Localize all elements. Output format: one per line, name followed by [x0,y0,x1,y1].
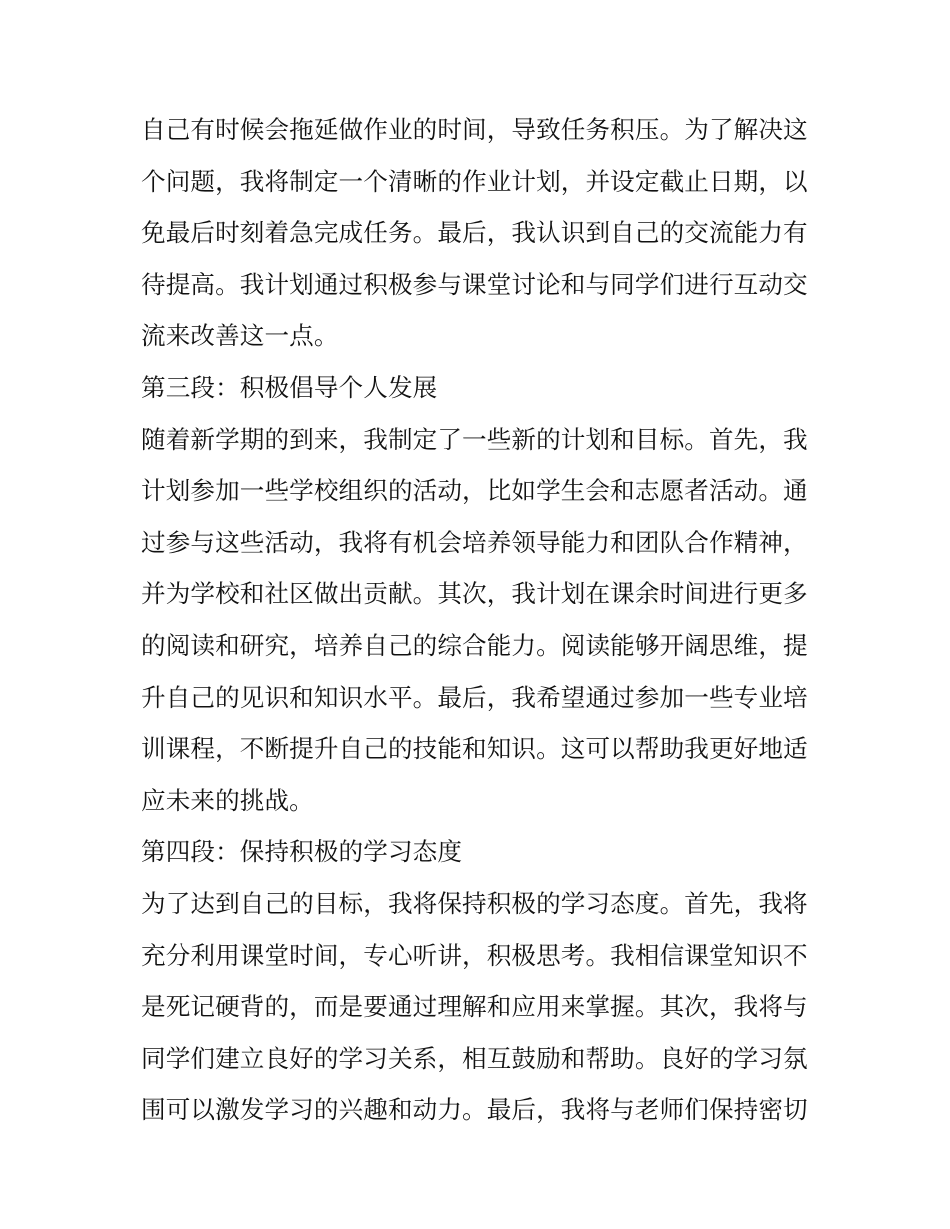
text-line: 充分利用课堂时间，专心听讲，积极思考。我相信课堂知识不 [141,940,808,970]
text-line: 待提高。我计划通过积极参与课堂讨论和与同学们进行互动交 [141,269,808,299]
text-line: 是死记硬背的，而是要通过理解和应用来掌握。其次，我将与 [141,992,808,1022]
text-line: 计划参加一些学校组织的活动，比如学生会和志愿者活动。通 [141,476,808,506]
text-line: 围可以激发学习的兴趣和动力。最后，我将与老师们保持密切 [141,1095,808,1125]
text-line: 过参与这些活动，我将有机会培养领导能力和团队合作精神， [141,527,808,557]
text-line: 的阅读和研究，培养自己的综合能力。阅读能够开阔思维，提 [141,630,808,660]
section-heading-4: 第四段：保持积极的学习态度 [141,837,463,867]
text-line: 自己有时候会拖延做作业的时间，导致任务积压。为了解决这 [141,115,808,144]
body-text [141,104,821,1136]
text-line: 应未来的挑战。 [141,785,314,815]
text-line: 训课程，不断提升自己的技能和知识。这可以帮助我更好地适 [141,734,808,764]
text-line: 免最后时刻着急完成任务。最后，我认识到自己的交流能力有 [141,218,808,248]
section-heading-3: 第三段：积极倡导个人发展 [141,372,438,402]
text-line: 并为学校和社区做出贡献。其次，我计划在课余时间进行更多 [141,579,808,609]
text-line: 随着新学期的到来，我制定了一些新的计划和目标。首先，我 [141,424,808,454]
text-line: 为了达到自己的目标，我将保持积极的学习态度。首先，我将 [141,888,808,918]
text-line: 升自己的见识和知识水平。最后，我希望通过参加一些专业培 [141,682,808,712]
text-line: 流来改善这一点。 [141,321,339,351]
text-line: 个问题，我将制定一个清晰的作业计划，并设定截止日期，以 [141,166,808,196]
text-line: 同学们建立良好的学习关系，相互鼓励和帮助。良好的学习氛 [141,1043,808,1073]
